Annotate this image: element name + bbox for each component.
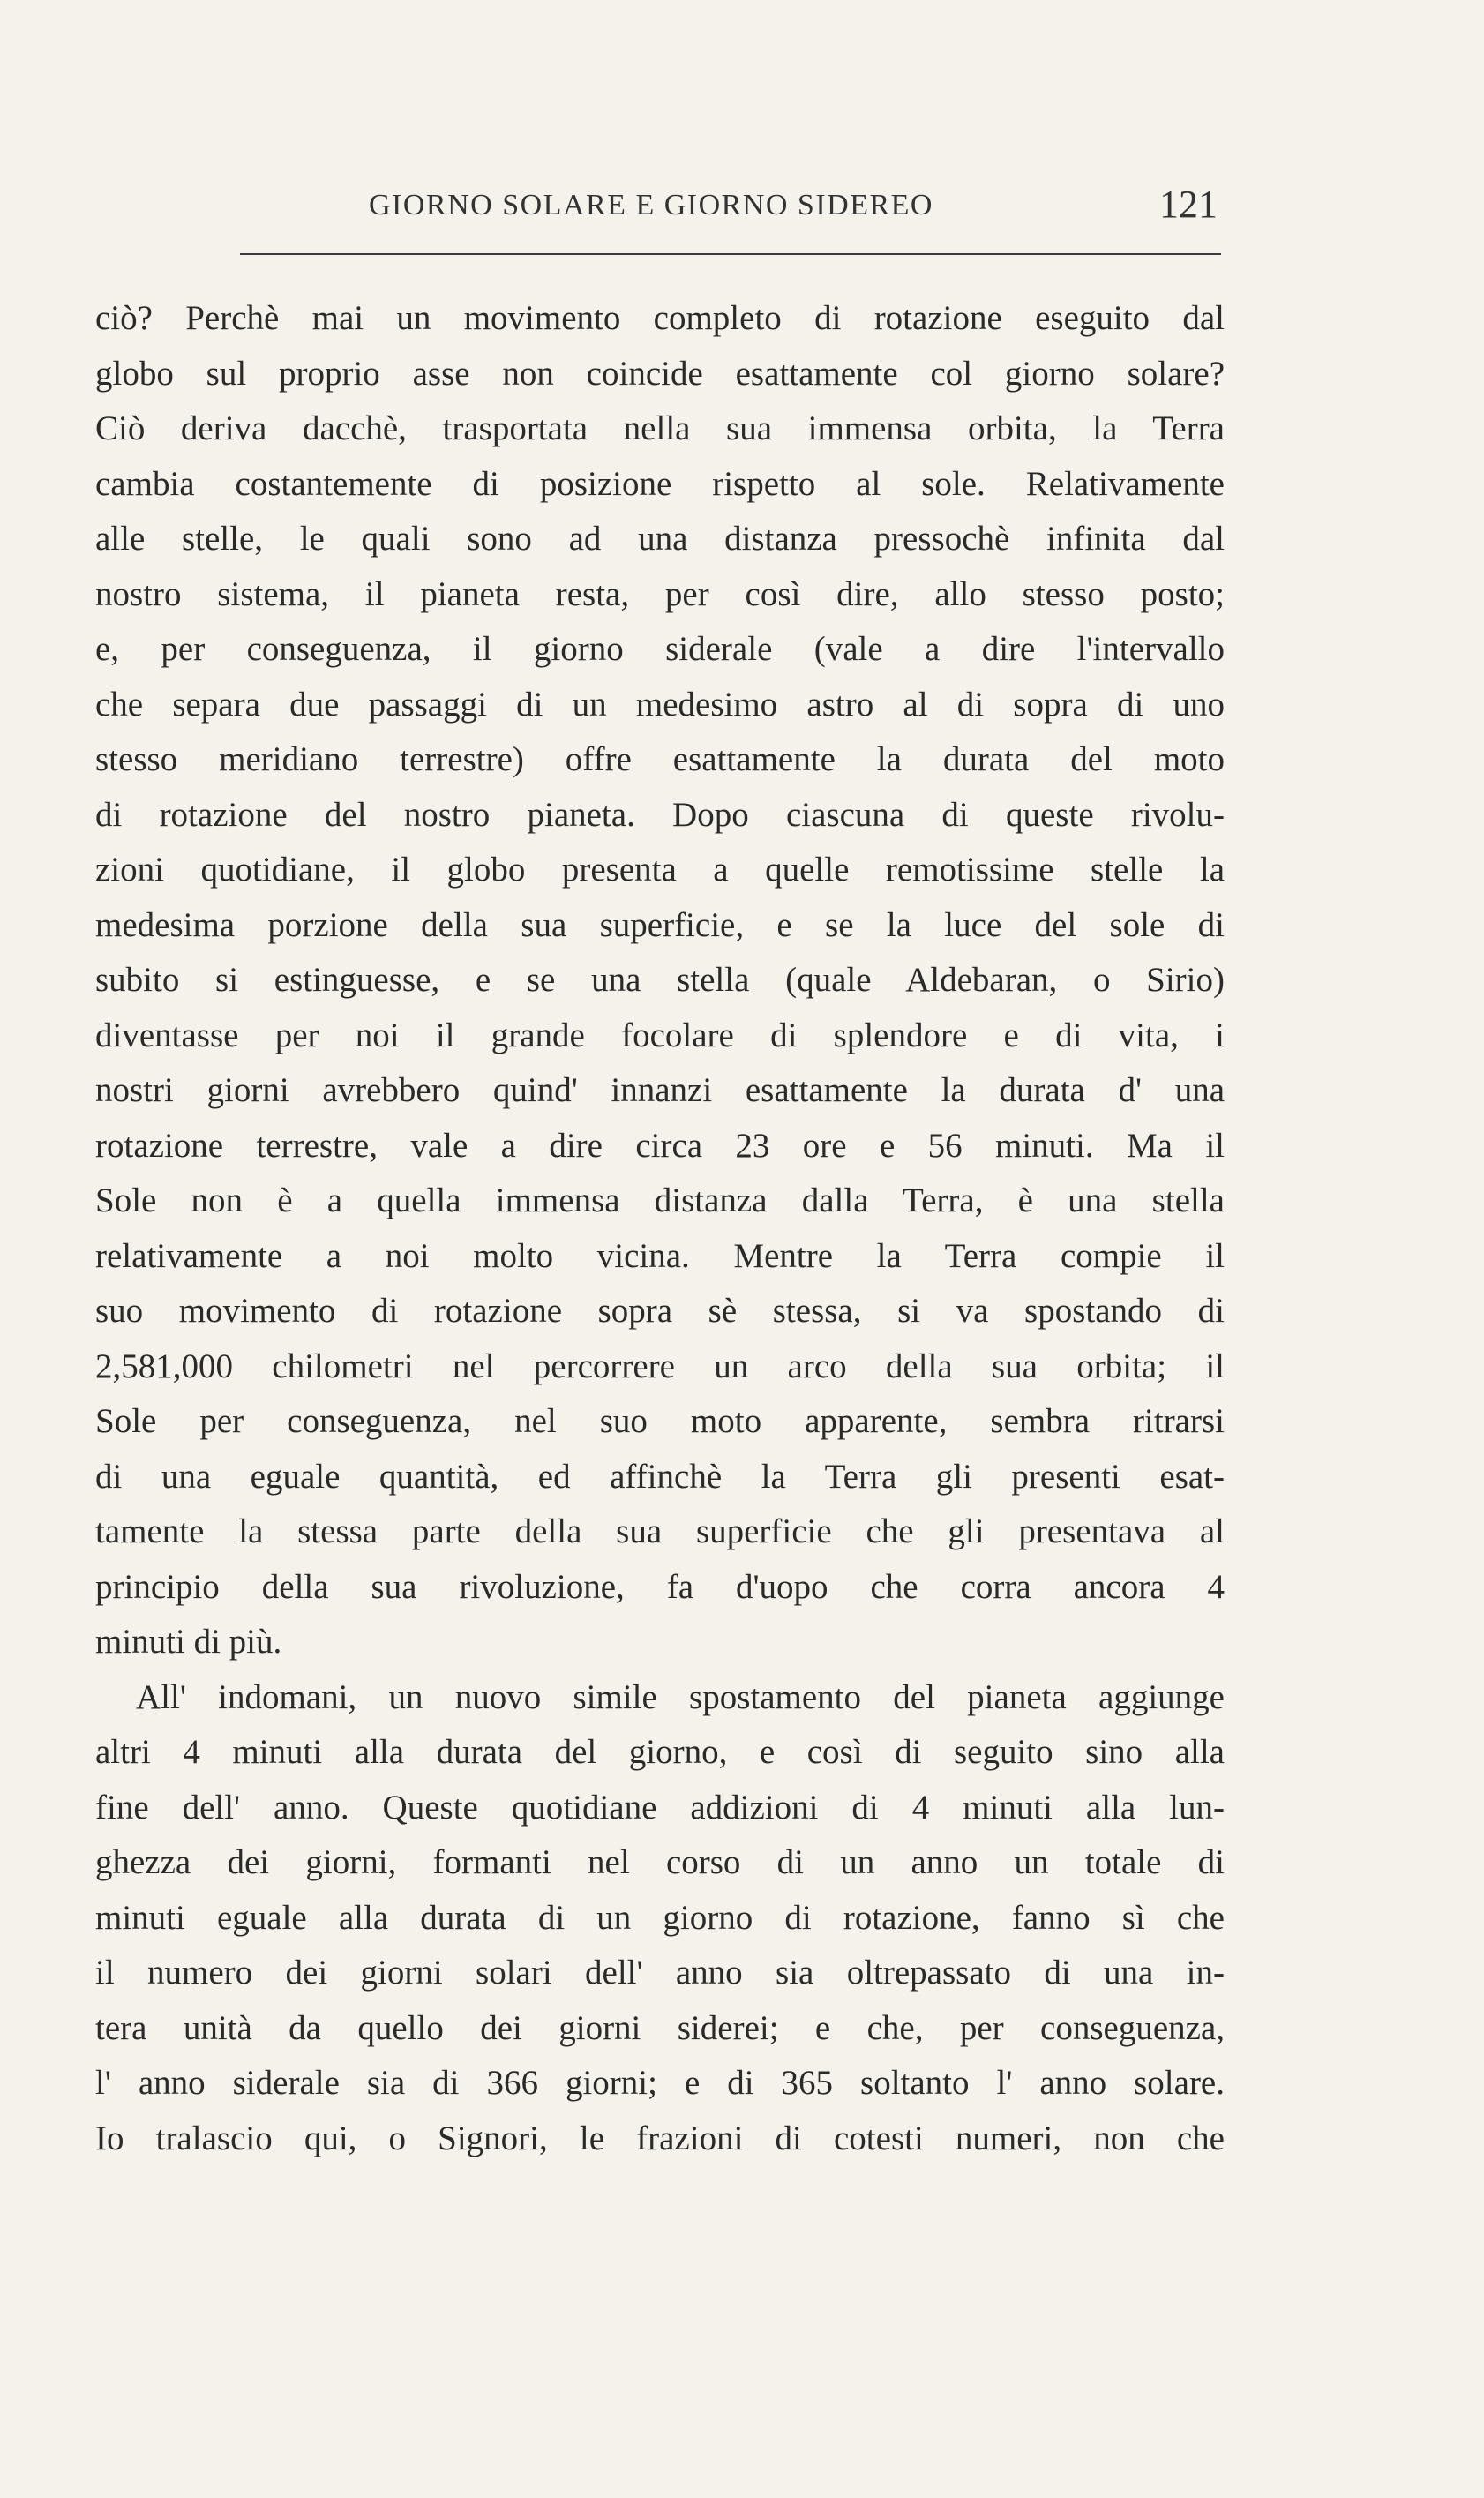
page-number: 121 [1159, 183, 1218, 226]
header-rule [240, 253, 1221, 255]
text-line: minuti di più. [95, 1623, 282, 1661]
text-line: di una eguale quantità, ed affinchè la Terra gli presenti esat- [95, 1457, 1225, 1496]
text-line: ghezza dei giorni, formanti nel corso di un anno un totale di [95, 1843, 1225, 1881]
text-line: nostri giorni avrebbero quind' innanzi esattamente la durata d' una [95, 1071, 1225, 1109]
text-line: altri 4 minuti alla durata del giorno, e così di seguito sino alla [95, 1733, 1225, 1771]
text-line: globo sul proprio asse non coincide esattamente col giorno solare? [95, 354, 1225, 393]
text-line: zioni quotidiane, il globo presenta a quelle remotissime stelle la [95, 851, 1225, 889]
text-line: 2,581,000 chilometri nel percorrere un arco della sua orbita; il [95, 1347, 1225, 1385]
text-line: il numero dei giorni solari dell' anno sia oltrepassato di una in- [95, 1954, 1225, 1992]
text-line: medesima porzione della sua superficie, e se la luce del sole di [95, 905, 1225, 944]
text-line: principio della sua rivoluzione, fa d'uopo che corra ancora 4 [95, 1567, 1225, 1606]
text-line: Sole per conseguenza, nel suo moto apparente, sembra ritrarsi [95, 1402, 1225, 1440]
text-line: Ciò deriva dacchè, trasportata nella sua immensa orbita, la Terra [95, 409, 1225, 447]
text-line: minuti eguale alla durata di un giorno di rotazione, fanno sì che [95, 1898, 1225, 1937]
text-line: stesso meridiano terrestre) offre esattamente la durata del moto [95, 740, 1225, 778]
text-line: l' anno siderale sia di 366 giorni; e di 365 soltanto l' anno solare. [95, 2064, 1225, 2102]
text-line: alle stelle, le quali sono ad una distanza pressochè infinita dal [95, 520, 1225, 558]
text-line: di rotazione del nostro pianeta. Dopo ciascuna di queste rivolu- [95, 795, 1225, 834]
text-line: tera unità da quello dei giorni siderei; e che, per conseguenza, [95, 2008, 1225, 2047]
text-line: rotazione terrestre, vale a dire circa 23 ore e 56 minuti. Ma il [95, 1126, 1225, 1165]
text-line: nostro sistema, il pianeta resta, per così dire, allo stesso posto; [95, 574, 1225, 613]
text-line: che separa due passaggi di un medesimo astro al di sopra di uno [95, 685, 1225, 724]
text-line: tamente la stessa parte della sua superficie che gli presentava al [95, 1512, 1225, 1550]
text-line: All' indomani, un nuovo simile spostamento del pianeta aggiunge [136, 1677, 1225, 1716]
text-line: ciò? Perchè mai un movimento completo di rotazione eseguito dal [95, 299, 1225, 337]
running-title: GIORNO SOLARE E GIORNO SIDEREO [369, 189, 933, 221]
text-line: subito si estinguesse, e se una stella (quale Aldebaran, o Sirio) [95, 961, 1225, 999]
text-line: suo movimento di rotazione sopra sè stessa, si va spostando di [95, 1292, 1225, 1330]
text-line: cambia costantemente di posizione rispetto al sole. Relativamente [95, 464, 1225, 503]
text-line: Io tralascio qui, o Signori, le frazioni di cotesti numeri, non che [95, 2119, 1225, 2157]
body-text [95, 291, 1225, 2166]
text-line: fine dell' anno. Queste quotidiane addizioni di 4 minuti alla lun- [95, 1788, 1225, 1827]
text-line: diventasse per noi il grande focolare di splendore e di vita, i [95, 1016, 1225, 1054]
text-line: e, per conseguenza, il giorno siderale (vale a dire l'intervallo [95, 630, 1225, 668]
page-header [238, 182, 1218, 235]
text-line: relativamente a noi molto vicina. Mentre la Terra compie il [95, 1236, 1225, 1275]
text-line: Sole non è a quella immensa distanza dalla Terra, è una stella [95, 1181, 1225, 1219]
